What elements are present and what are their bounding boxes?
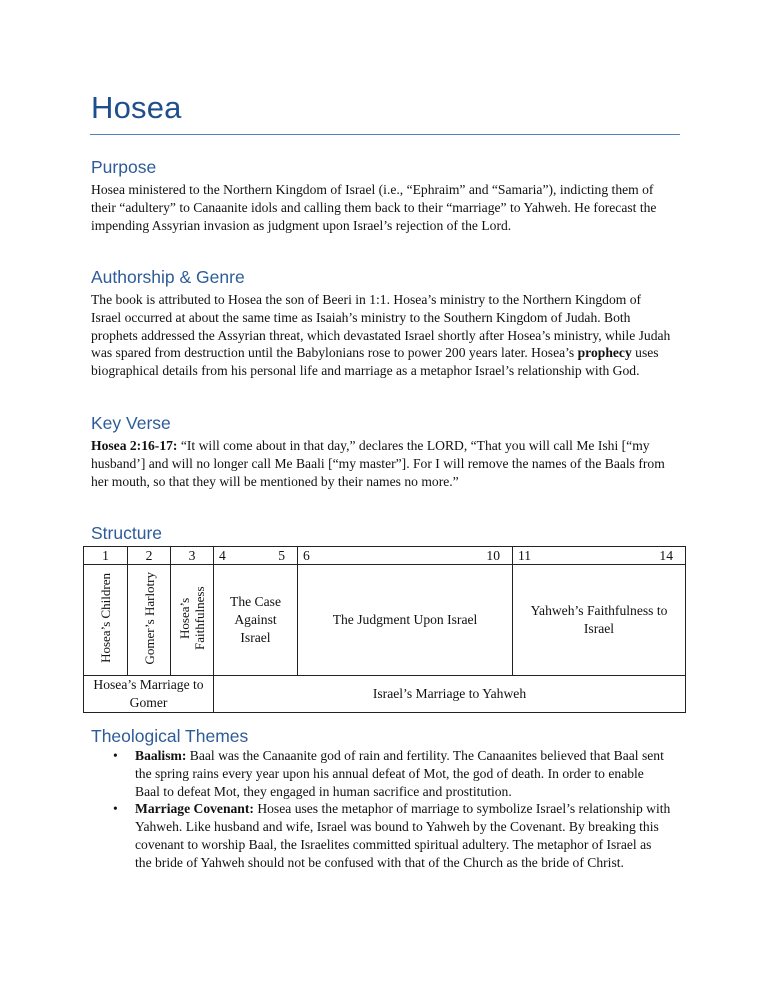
chapter-cell <box>513 547 686 565</box>
section-label: Yahweh’s Faithfulness to Israel <box>530 603 668 636</box>
section-cell <box>214 565 298 676</box>
authorship-paragraph <box>91 291 671 380</box>
section-label: The Judgment Upon Israel <box>332 612 478 627</box>
section-label: Hosea’s Faithfulness <box>177 586 207 650</box>
section-label: Gomer’s Harlotry <box>141 571 157 665</box>
authorship-bold-word: prophecy <box>577 345 632 361</box>
list-item <box>91 800 671 871</box>
section-row <box>84 565 686 676</box>
section-cell <box>298 565 513 676</box>
authorship-text-start: The book is attributed to Hosea the son of Beeri in 1:1. Hosea’s ministry to the Northern Kingdom of Israel occurred at about the same time as Isaiah’s ministry to the Southern Kingdom of Judah. Both prophets addressed the Assyrian threat, which devastated Israel shortly after Hosea’s ministry, while Judah was spared from destruction until the Babylonians rose to power 200 years later. Hosea’s <box>91 292 671 361</box>
structure-table <box>83 546 685 708</box>
section-cell <box>513 565 686 676</box>
list-item <box>91 747 671 800</box>
structure-heading: Structure <box>91 523 162 543</box>
section-cell <box>84 565 128 676</box>
theme-text: Baal was the Canaanite god of rain and fertility. The Canaanites believed that Baal sent the spring rains every year upon his annual defeat of Mot, the god of death. In order to enable Baal to defeat Mot, they engaged in human sacrifice and prostitution. <box>135 748 664 799</box>
key-verse-reference: Hosea 2:16-17: <box>91 438 178 453</box>
group-cell <box>214 676 686 713</box>
themes-list <box>91 747 671 872</box>
chapter-number: 14 <box>659 547 673 563</box>
group-cell <box>84 676 214 713</box>
chapter-cell <box>128 547 171 565</box>
chapter-row <box>84 547 686 565</box>
section-label: The Case Against Israel <box>230 594 281 645</box>
title-underline <box>90 134 680 135</box>
authorship-heading: Authorship & Genre <box>91 267 245 287</box>
section-label: Hosea’s Children <box>98 573 113 663</box>
theme-text: Hosea uses the metaphor of marriage to symbolize Israel’s relationship with Yahweh. Like husband and wife, Israel was bound to Yahweh by the Covenant. By breaking this covenant to worship Baal, the Israelites committed spiritual adultery. The metaphor of Israel as the bride of Yahweh should not be confused with that of the Church as the bride of Christ. <box>135 801 671 870</box>
bullet-icon: • <box>113 748 118 763</box>
theme-term: Marriage Covenant: <box>135 801 254 817</box>
page-title: Hosea <box>91 90 182 125</box>
chapter-number: 3 <box>188 547 196 563</box>
key-verse-heading: Key Verse <box>91 413 171 433</box>
section-cell <box>128 565 171 676</box>
chapter-number: 5 <box>278 547 285 563</box>
chapter-number: 1 <box>102 547 109 563</box>
themes-heading: Theological Themes <box>91 726 249 746</box>
chapter-number: 2 <box>145 547 153 563</box>
chapter-cell <box>298 547 513 565</box>
chapter-number: 10 <box>486 547 500 563</box>
chapter-cell <box>171 547 214 565</box>
chapter-cell <box>84 547 128 565</box>
section-cell <box>171 565 214 676</box>
group-label: Hosea’s Marriage to Gomer <box>93 677 204 710</box>
bullet-icon: • <box>113 801 118 817</box>
chapter-number: 6 <box>303 547 310 563</box>
chapter-number: 4 <box>219 547 226 563</box>
purpose-heading: Purpose <box>91 157 157 177</box>
key-verse-text: “It will come about in that day,” declares the LORD, “That you will call Me Ishi [“my husband’] and will no longer call Me Baali [“my master”]. For I will remove the names of the Baals from her mouth, so that they will be mentioned by their names no more.” <box>91 438 665 489</box>
group-label: Israel’s Marriage to Yahweh <box>372 686 527 701</box>
authorship-text-end: uses biographical details from his personal life and marriage as a metaphor Israel’s relationship with God. <box>91 345 659 379</box>
group-row <box>84 676 686 713</box>
purpose-paragraph: Hosea ministered to the Northern Kingdom of Israel (i.e., “Ephraim” and “Samaria”), indicting them of their “adultery” to Canaanite idols and calling them back to their “marriage” to Yahweh. He forecast the impending Assyrian invasion as judgment upon Israel’s rejection of the Lord. <box>91 182 657 233</box>
chapter-cell <box>214 547 298 565</box>
key-verse-paragraph <box>91 437 671 490</box>
chapter-number: 11 <box>518 547 532 563</box>
theme-term: Baalism: <box>135 748 187 763</box>
